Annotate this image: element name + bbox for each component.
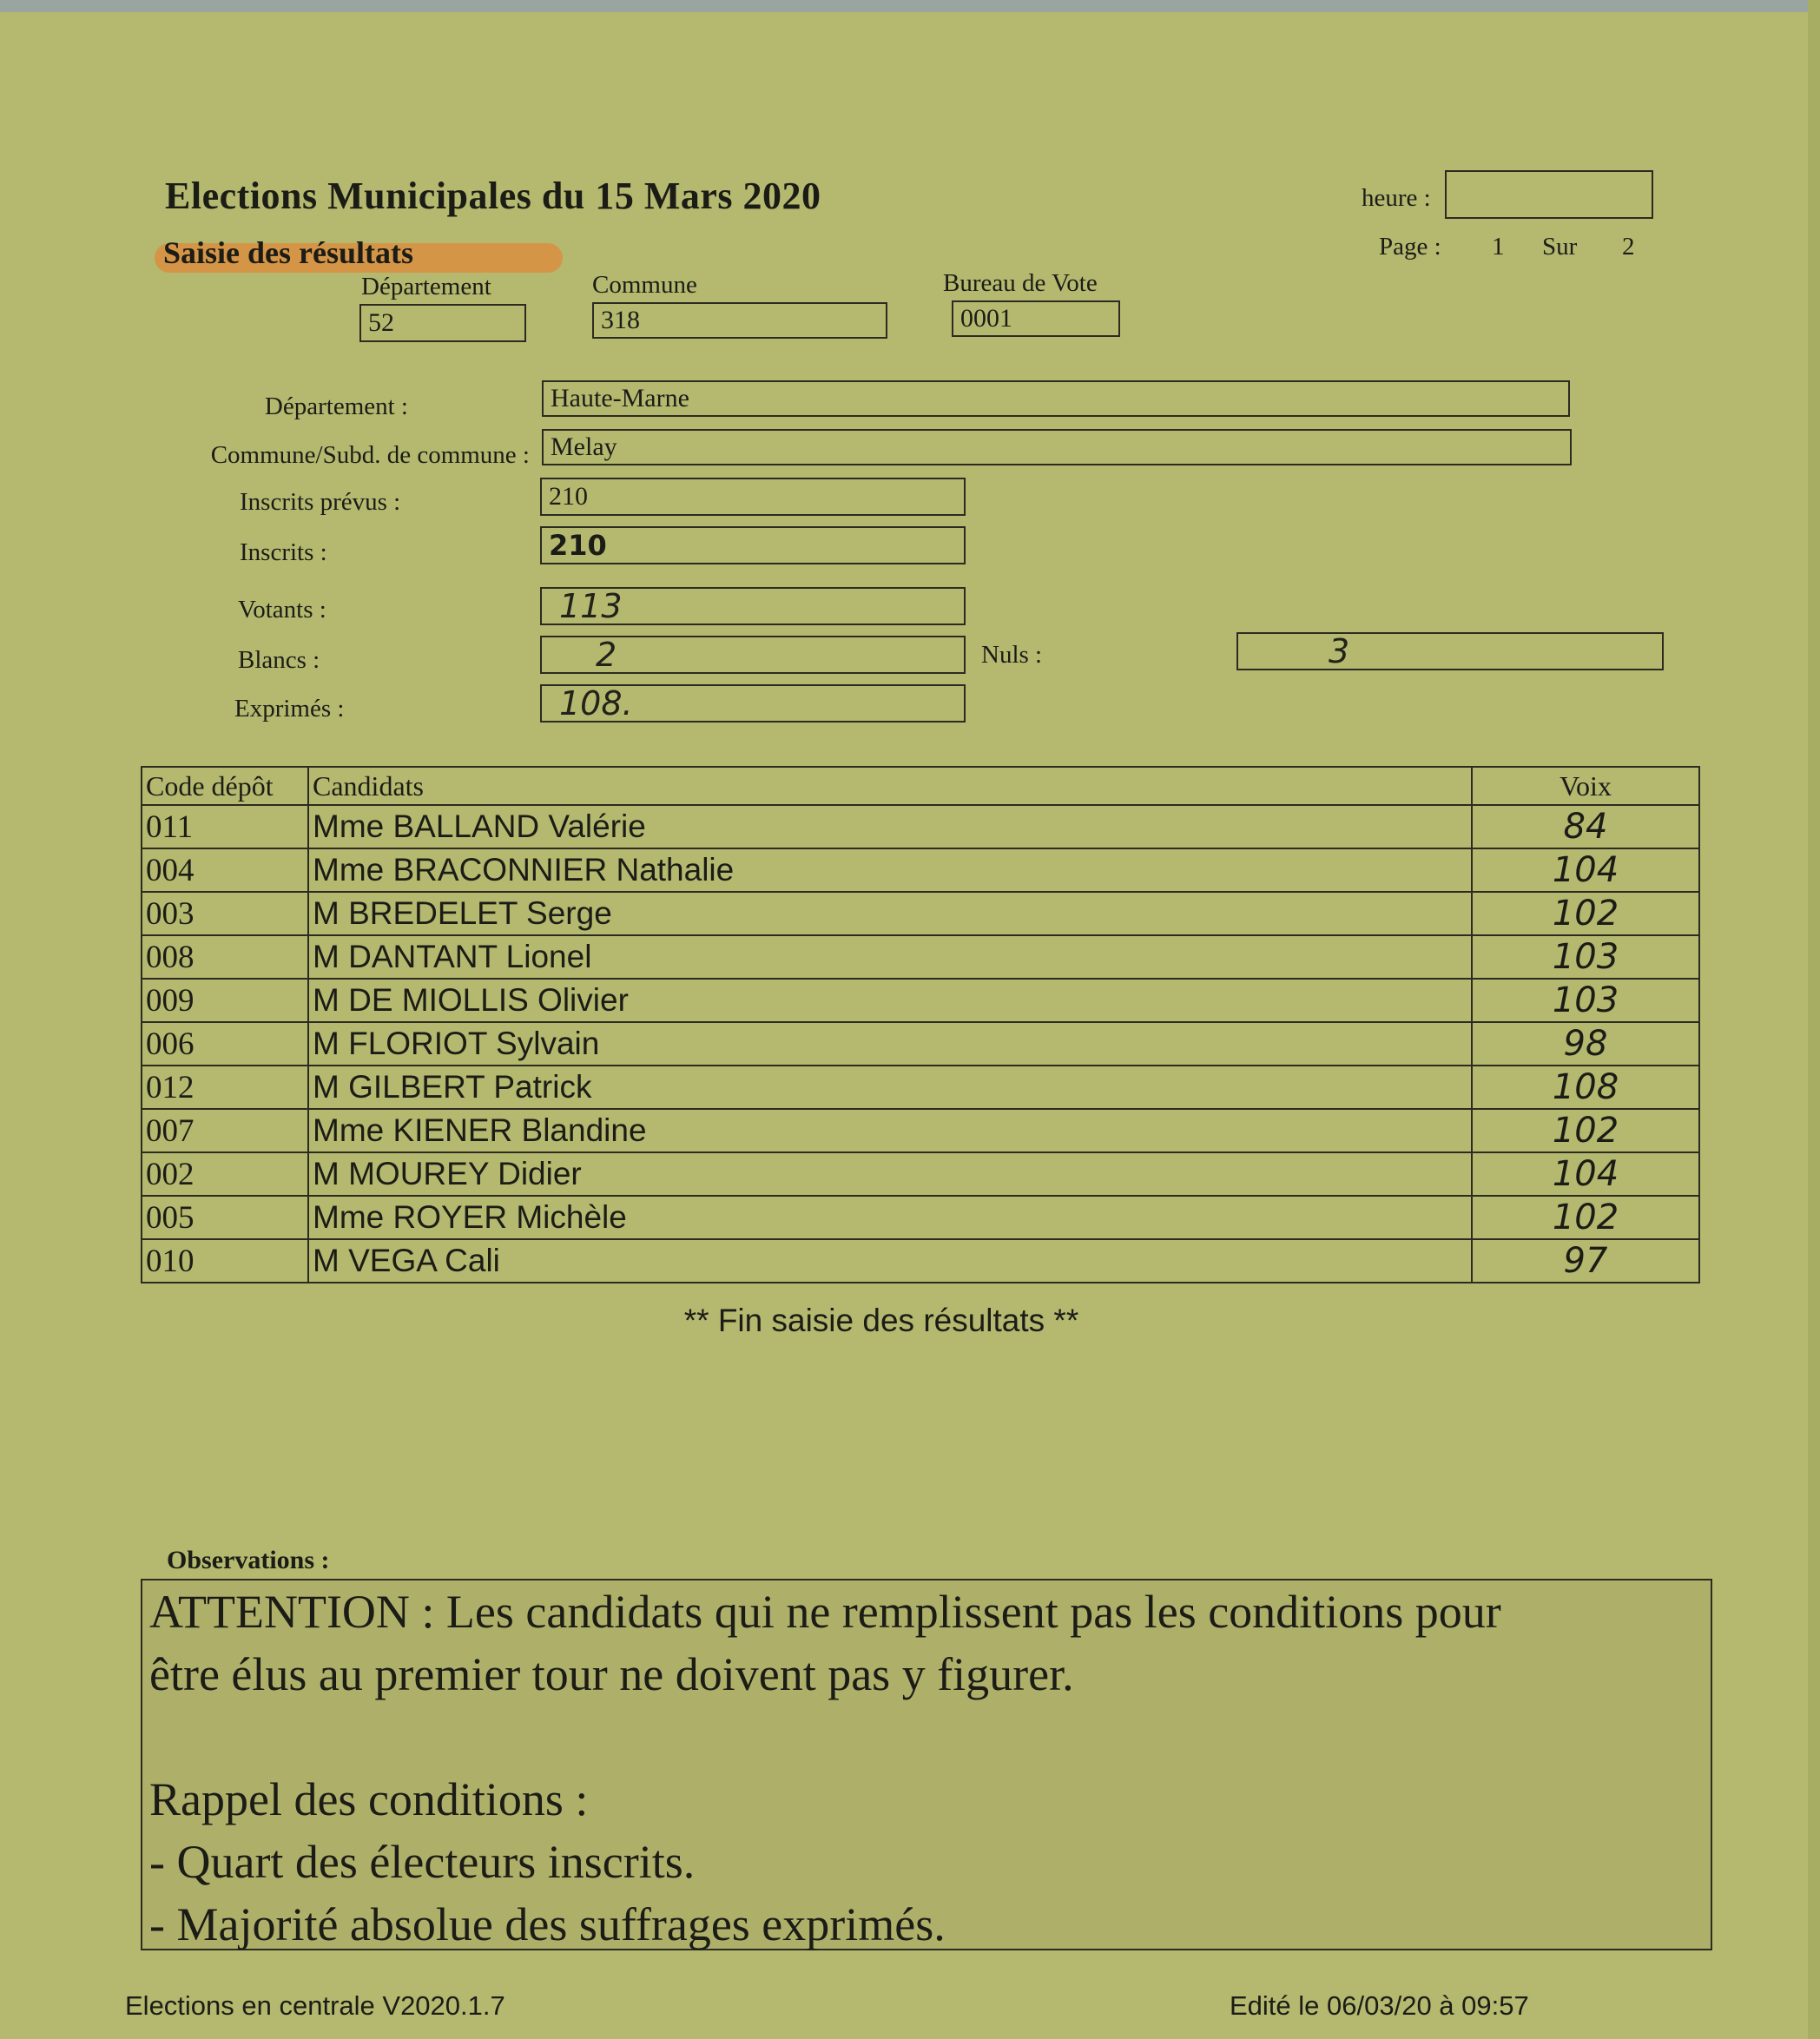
page-total: 2 [1622,233,1635,261]
results-table [141,766,1700,1283]
votants-label: Votants : [238,596,326,624]
voix-cell[interactable]: 98 [1472,1022,1699,1066]
inscrits-prevus-field[interactable]: 210 [540,478,966,516]
departement-code-field[interactable]: 52 [359,304,526,342]
exprimes-field[interactable]: 108. [540,684,966,723]
departement-code-label: Département [361,273,491,300]
code-cell: 008 [142,935,308,979]
voix-cell[interactable]: 104 [1472,848,1699,892]
voix-cell[interactable]: 102 [1472,1109,1699,1152]
code-cell: 005 [142,1196,308,1239]
code-cell: 011 [142,805,308,848]
blancs-label: Blancs : [238,646,320,674]
voix-cell[interactable]: 84 [1472,805,1699,848]
table-row [142,1022,1699,1066]
footer-version: Elections en centrale V2020.1.7 [125,1990,505,2021]
candidate-cell: M DE MIOLLIS Olivier [308,979,1472,1022]
code-cell: 004 [142,848,308,892]
departement-name-field[interactable]: Haute-Marne [542,380,1570,417]
heure-label: heure : [1362,184,1431,212]
voix-cell[interactable]: 102 [1472,892,1699,935]
voix-cell[interactable]: 97 [1472,1239,1699,1283]
candidate-cell: Mme BRACONNIER Nathalie [308,848,1472,892]
inscrits-field[interactable]: 210 [540,526,966,564]
candidate-cell: M BREDELET Serge [308,892,1472,935]
observations-line: être élus au premier tour ne doivent pas y figurer. [149,1648,1074,1700]
candidate-cell: M VEGA Cali [308,1239,1472,1283]
voix-cell[interactable]: 103 [1472,935,1699,979]
table-row [142,892,1699,935]
photo-top-edge [0,0,1820,12]
voix-cell[interactable]: 104 [1472,1152,1699,1196]
code-cell: 009 [142,979,308,1022]
code-cell: 006 [142,1022,308,1066]
col-voix-header: Voix [1472,767,1699,805]
table-row [142,935,1699,979]
candidate-cell: M DANTANT Lionel [308,935,1472,979]
inscrits-label: Inscrits : [240,538,327,566]
nuls-label: Nuls : [981,641,1043,669]
col-code-header: Code dépôt [142,767,308,805]
table-row [142,1066,1699,1109]
form-subtitle: Saisie des résultats [163,235,413,270]
votants-field[interactable]: 113 [540,587,966,625]
commune-name-label: Commune/Subd. de commune : [210,441,530,469]
observations-line: - Majorité absolue des suffrages exprimés. [149,1898,946,1950]
footer-edited: Edité le 06/03/20 à 09:57 [1230,1990,1529,2021]
code-cell: 010 [142,1239,308,1283]
heure-field[interactable] [1445,170,1653,219]
voix-cell[interactable]: 108 [1472,1066,1699,1109]
observations-label: Observations : [167,1546,330,1574]
photo-right-edge [1808,0,1820,2039]
table-row [142,1239,1699,1283]
commune-code-label: Commune [592,271,697,299]
observations-line: ATTENTION : Les candidats qui ne remplissent pas les conditions pour [149,1586,1501,1638]
results-header-row [142,767,1699,805]
code-cell: 002 [142,1152,308,1196]
observations-spacer [149,1706,1704,1768]
candidate-cell: Mme KIENER Blandine [308,1109,1472,1152]
table-row [142,1109,1699,1152]
page-sep: Sur [1542,233,1578,261]
table-row [142,1152,1699,1196]
form-title: Elections Municipales du 15 Mars 2020 [165,175,821,217]
inscrits-prevus-label: Inscrits prévus : [240,488,401,516]
candidate-cell: M FLORIOT Sylvain [308,1022,1472,1066]
table-row [142,1196,1699,1239]
bureau-label: Bureau de Vote [943,269,1098,297]
page-current: 1 [1492,233,1505,261]
code-cell: 007 [142,1109,308,1152]
observations-line: - Quart des électeurs inscrits. [149,1836,696,1888]
table-row [142,805,1699,848]
candidate-cell: M GILBERT Patrick [308,1066,1472,1109]
voix-cell[interactable]: 102 [1472,1196,1699,1239]
voix-cell[interactable]: 103 [1472,979,1699,1022]
code-cell: 003 [142,892,308,935]
col-candidat-header: Candidats [308,767,1472,805]
departement-name-label: Département : [264,393,408,420]
nuls-field[interactable]: 3 [1236,632,1664,670]
observations-line: Rappel des conditions : [149,1773,589,1825]
blancs-field[interactable]: 2 [540,636,966,674]
code-cell: 012 [142,1066,308,1109]
candidate-cell: M MOUREY Didier [308,1152,1472,1196]
table-row [142,848,1699,892]
exprimes-label: Exprimés : [234,695,345,723]
page-label: Page : [1379,233,1441,261]
observations-box [141,1579,1712,1950]
table-row [142,979,1699,1022]
end-of-results-text: ** Fin saisie des résultats ** [683,1303,1079,1338]
candidate-cell: Mme BALLAND Valérie [308,805,1472,848]
commune-name-field[interactable]: Melay [542,429,1572,465]
commune-code-field[interactable]: 318 [592,302,887,339]
bureau-field[interactable]: 0001 [952,300,1120,337]
candidate-cell: Mme ROYER Michèle [308,1196,1472,1239]
